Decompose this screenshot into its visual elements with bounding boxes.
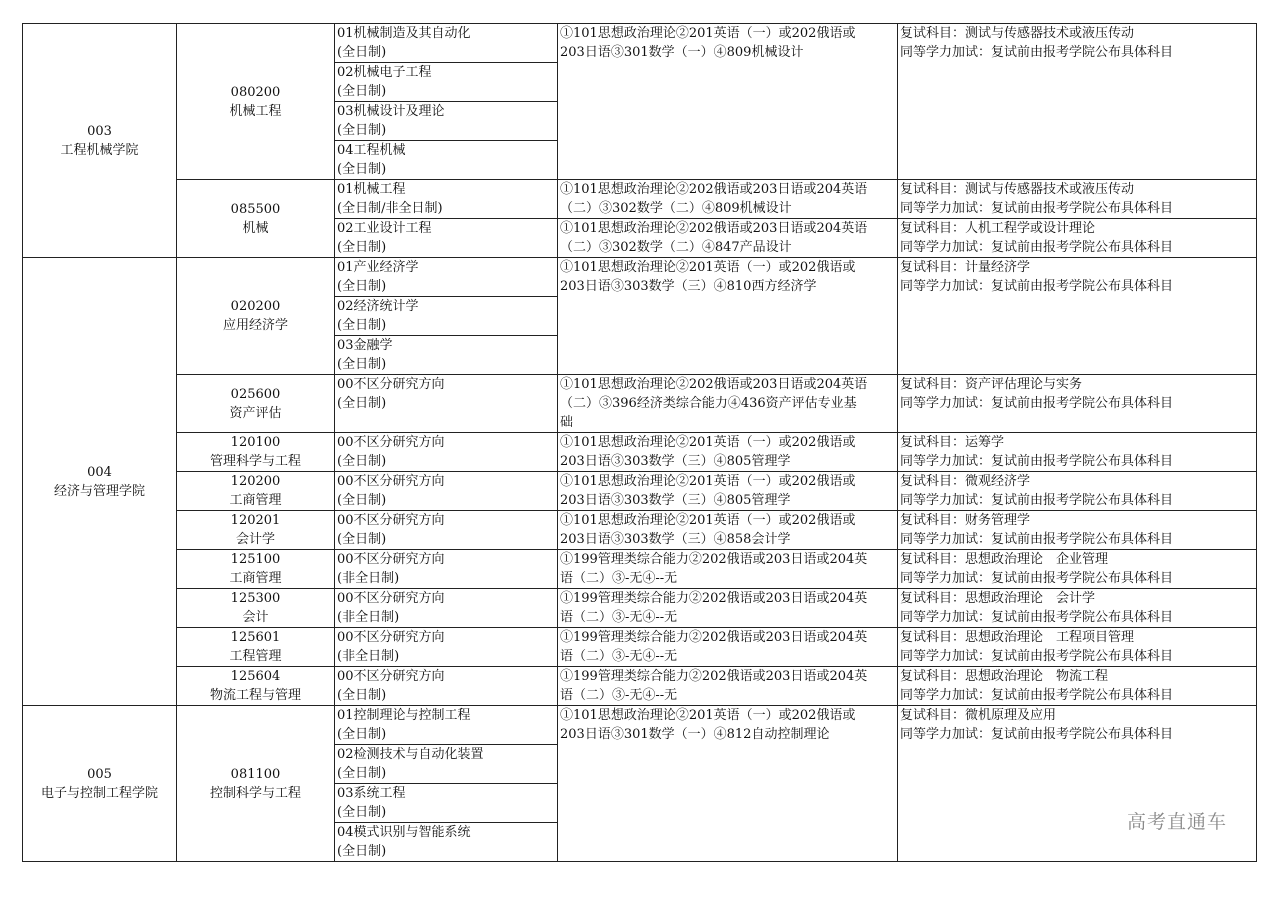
retest-subjects-line: 同等学力加试：复试前由报考学院公布具体科目 xyxy=(900,493,1174,508)
direction-name: 00不区分研究方向 xyxy=(337,513,445,528)
direction-name: 00不区分研究方向 xyxy=(337,435,445,450)
major-name: 物流工程与管理 xyxy=(209,688,301,703)
major-code: 080200 xyxy=(230,84,281,100)
direction-name: 00不区分研究方向 xyxy=(337,474,445,489)
retest-subjects-cell xyxy=(898,375,1257,433)
direction-cell xyxy=(335,667,558,706)
exam-subjects-cell xyxy=(558,667,898,706)
direction-cell xyxy=(335,102,558,141)
direction-name: 01控制理论与控制工程 xyxy=(337,708,471,723)
exam-subjects-line: ①101思想政治理论②202俄语或203日语或204英语 xyxy=(560,377,868,392)
college-name: 电子与控制工程学院 xyxy=(40,785,158,801)
retest-subjects-cell xyxy=(898,589,1257,628)
major-code: 120100 xyxy=(230,435,281,450)
major-cell xyxy=(177,589,335,628)
study-mode: (全日制) xyxy=(337,844,387,859)
major-cell xyxy=(177,258,335,375)
exam-subjects-cell xyxy=(558,258,898,375)
college-cell xyxy=(23,258,177,706)
exam-subjects-cell xyxy=(558,550,898,589)
table-row xyxy=(23,472,1257,511)
retest-subjects-line: 同等学力加试：复试前由报考学院公布具体科目 xyxy=(900,396,1174,411)
exam-subjects-cell xyxy=(558,706,898,862)
study-mode: (全日制/非全日制) xyxy=(337,201,443,216)
retest-subjects-line: 同等学力加试：复试前由报考学院公布具体科目 xyxy=(900,571,1174,586)
retest-subjects-line: 复试科目：资产评估理论与实务 xyxy=(900,377,1083,392)
study-mode: (非全日制) xyxy=(337,610,400,625)
major-code: 125601 xyxy=(230,630,281,645)
exam-subjects-line: ①101思想政治理论②202俄语或203日语或204英语 xyxy=(560,182,868,197)
exam-subjects-line: 203日语③301数学（一）④809机械设计 xyxy=(560,45,804,60)
exam-subjects-line: ①199管理类综合能力②202俄语或203日语或204英 xyxy=(560,630,868,645)
college-code: 003 xyxy=(87,123,112,139)
retest-subjects-line: 同等学力加试：复试前由报考学院公布具体科目 xyxy=(900,532,1174,547)
retest-subjects-cell xyxy=(898,180,1257,219)
major-name: 工程管理 xyxy=(229,649,282,664)
major-code: 085500 xyxy=(230,201,281,217)
major-cell xyxy=(177,550,335,589)
study-mode: (全日制) xyxy=(337,45,387,60)
retest-subjects-line: 同等学力加试：复试前由报考学院公布具体科目 xyxy=(900,727,1174,742)
study-mode: (全日制) xyxy=(337,766,387,781)
exam-subjects-cell xyxy=(558,180,898,219)
exam-subjects-line: ①199管理类综合能力②202俄语或203日语或204英 xyxy=(560,669,868,684)
exam-subjects-line: 203日语③303数学（三）④858会计学 xyxy=(560,532,791,547)
study-mode: (全日制) xyxy=(337,84,387,99)
major-code: 020200 xyxy=(230,299,281,314)
exam-subjects-line: 语（二）③-无④--无 xyxy=(560,688,678,703)
exam-subjects-line: 203日语③303数学（三）④805管理学 xyxy=(560,454,791,469)
retest-subjects-cell xyxy=(898,628,1257,667)
direction-name: 02经济统计学 xyxy=(337,299,419,314)
study-mode: (全日制) xyxy=(337,357,387,372)
direction-name: 02检测技术与自动化装置 xyxy=(337,747,484,762)
study-mode: (非全日制) xyxy=(337,649,400,664)
retest-subjects-cell xyxy=(898,472,1257,511)
major-name: 应用经济学 xyxy=(222,318,288,333)
table-row xyxy=(23,375,1257,433)
major-code: 120201 xyxy=(230,513,281,528)
major-code: 025600 xyxy=(230,386,281,402)
major-cell xyxy=(177,375,335,433)
retest-subjects-cell xyxy=(898,550,1257,589)
study-mode: (全日制) xyxy=(337,318,387,333)
exam-subjects-line: ①101思想政治理论②201英语（一）或202俄语或 xyxy=(560,708,856,723)
table-body xyxy=(23,24,1257,862)
major-name: 会计 xyxy=(242,610,269,625)
study-mode: (全日制) xyxy=(337,532,387,547)
exam-subjects-line: 203日语③303数学（三）④810西方经济学 xyxy=(560,279,817,294)
college-name: 经济与管理学院 xyxy=(53,483,145,499)
major-cell xyxy=(177,24,335,180)
major-name: 资产评估 xyxy=(229,405,282,421)
study-mode: (全日制) xyxy=(337,493,387,508)
major-cell xyxy=(177,472,335,511)
exam-subjects-cell xyxy=(558,472,898,511)
exam-subjects-line: ①101思想政治理论②201英语（一）或202俄语或 xyxy=(560,26,856,41)
retest-subjects-cell xyxy=(898,24,1257,180)
direction-cell xyxy=(335,258,558,297)
exam-subjects-cell xyxy=(558,628,898,667)
direction-name: 00不区分研究方向 xyxy=(337,630,445,645)
major-code: 120200 xyxy=(230,474,281,489)
table-row xyxy=(23,589,1257,628)
direction-name: 00不区分研究方向 xyxy=(337,377,445,392)
major-cell xyxy=(177,667,335,706)
college-code: 004 xyxy=(87,464,112,480)
retest-subjects-line: 复试科目：测试与传感器技术或液压传动 xyxy=(900,26,1135,41)
table-row xyxy=(23,667,1257,706)
exam-subjects-line: （二）③396经济类综合能力④436资产评估专业基 xyxy=(560,396,857,411)
college-cell xyxy=(23,24,177,258)
direction-name: 03机械设计及理论 xyxy=(337,104,445,119)
retest-subjects-line: 复试科目：思想政治理论 企业管理 xyxy=(900,552,1109,567)
direction-name: 02机械电子工程 xyxy=(337,65,432,80)
study-mode: (全日制) xyxy=(337,279,387,294)
college-name: 工程机械学院 xyxy=(60,142,139,158)
direction-name: 00不区分研究方向 xyxy=(337,669,445,684)
major-name: 控制科学与工程 xyxy=(209,785,301,801)
retest-subjects-cell xyxy=(898,667,1257,706)
table-row xyxy=(23,24,1257,63)
exam-subjects-line: ①101思想政治理论②201英语（一）或202俄语或 xyxy=(560,260,856,275)
retest-subjects-line: 同等学力加试：复试前由报考学院公布具体科目 xyxy=(900,201,1174,216)
direction-cell xyxy=(335,297,558,336)
direction-cell xyxy=(335,706,558,745)
retest-subjects-line: 复试科目：微观经济学 xyxy=(900,474,1031,489)
major-cell xyxy=(177,628,335,667)
major-name: 机械 xyxy=(242,220,269,236)
retest-subjects-cell xyxy=(898,258,1257,375)
retest-subjects-line: 复试科目：人机工程学或设计理论 xyxy=(900,221,1096,236)
direction-cell xyxy=(335,141,558,180)
major-cell xyxy=(177,511,335,550)
retest-subjects-line: 复试科目：计量经济学 xyxy=(900,260,1031,275)
study-mode: (非全日制) xyxy=(337,571,400,586)
major-cell xyxy=(177,433,335,472)
table-row xyxy=(23,511,1257,550)
direction-cell xyxy=(335,472,558,511)
retest-subjects-line: 复试科目：思想政治理论 工程项目管理 xyxy=(900,630,1135,645)
retest-subjects-cell xyxy=(898,706,1257,862)
direction-name: 00不区分研究方向 xyxy=(337,591,445,606)
major-code: 125100 xyxy=(230,552,281,567)
exam-subjects-cell xyxy=(558,375,898,433)
exam-subjects-cell xyxy=(558,24,898,180)
study-mode: (全日制) xyxy=(337,727,387,742)
major-cell xyxy=(177,180,335,258)
retest-subjects-line: 复试科目：财务管理学 xyxy=(900,513,1031,528)
table-row xyxy=(23,258,1257,297)
exam-subjects-line: ①101思想政治理论②201英语（一）或202俄语或 xyxy=(560,435,856,450)
direction-cell xyxy=(335,550,558,589)
retest-subjects-cell xyxy=(898,511,1257,550)
retest-subjects-line: 复试科目：微机原理及应用 xyxy=(900,708,1057,723)
table-row xyxy=(23,433,1257,472)
retest-subjects-cell xyxy=(898,433,1257,472)
retest-subjects-line: 同等学力加试：复试前由报考学院公布具体科目 xyxy=(900,610,1174,625)
admissions-table xyxy=(22,23,1257,862)
study-mode: (全日制) xyxy=(337,396,387,411)
exam-subjects-line: ①199管理类综合能力②202俄语或203日语或204英 xyxy=(560,552,868,567)
direction-name: 04模式识别与智能系统 xyxy=(337,825,471,840)
exam-subjects-line: （二）③302数学（二）④809机械设计 xyxy=(560,201,792,216)
retest-subjects-line: 同等学力加试：复试前由报考学院公布具体科目 xyxy=(900,240,1174,255)
direction-cell xyxy=(335,823,558,862)
exam-subjects-line: 203日语③301数学（一）④812自动控制理论 xyxy=(560,727,830,742)
major-name: 会计学 xyxy=(235,532,275,547)
direction-cell xyxy=(335,63,558,102)
major-name: 管理科学与工程 xyxy=(209,454,301,469)
direction-cell xyxy=(335,336,558,375)
exam-subjects-cell xyxy=(558,433,898,472)
direction-name: 04工程机械 xyxy=(337,143,406,158)
study-mode: (全日制) xyxy=(337,240,387,255)
admissions-table-page xyxy=(22,23,1257,862)
major-name: 工商管理 xyxy=(229,571,282,586)
direction-name: 01产业经济学 xyxy=(337,260,419,275)
exam-subjects-line: 语（二）③-无④--无 xyxy=(560,610,678,625)
direction-cell xyxy=(335,433,558,472)
retest-subjects-line: 同等学力加试：复试前由报考学院公布具体科目 xyxy=(900,649,1174,664)
table-row xyxy=(23,628,1257,667)
direction-cell xyxy=(335,628,558,667)
major-code: 125604 xyxy=(230,669,281,684)
retest-subjects-cell xyxy=(898,219,1257,258)
study-mode: (全日制) xyxy=(337,162,387,177)
exam-subjects-line: 语（二）③-无④--无 xyxy=(560,649,678,664)
direction-cell xyxy=(335,589,558,628)
direction-name: 03金融学 xyxy=(337,338,393,353)
major-code: 081100 xyxy=(230,766,281,782)
major-cell xyxy=(177,706,335,862)
watermark: 高考直通车 xyxy=(1126,811,1227,833)
direction-name: 01机械制造及其自动化 xyxy=(337,26,471,41)
retest-subjects-line: 同等学力加试：复试前由报考学院公布具体科目 xyxy=(900,279,1174,294)
retest-subjects-line: 同等学力加试：复试前由报考学院公布具体科目 xyxy=(900,454,1174,469)
retest-subjects-line: 同等学力加试：复试前由报考学院公布具体科目 xyxy=(900,688,1174,703)
direction-name: 03系统工程 xyxy=(337,786,406,801)
exam-subjects-cell xyxy=(558,589,898,628)
exam-subjects-line: 语（二）③-无④--无 xyxy=(560,571,678,586)
exam-subjects-line: ①101思想政治理论②202俄语或203日语或204英语 xyxy=(560,221,868,236)
major-name: 机械工程 xyxy=(229,103,282,119)
study-mode: (全日制) xyxy=(337,688,387,703)
direction-cell xyxy=(335,375,558,433)
exam-subjects-line: 203日语③303数学（三）④805管理学 xyxy=(560,493,791,508)
direction-cell xyxy=(335,745,558,784)
exam-subjects-cell xyxy=(558,219,898,258)
study-mode: (全日制) xyxy=(337,454,387,469)
major-name: 工商管理 xyxy=(229,493,282,508)
direction-name: 01机械工程 xyxy=(337,182,406,197)
direction-name: 02工业设计工程 xyxy=(337,221,432,236)
study-mode: (全日制) xyxy=(337,805,387,820)
direction-cell xyxy=(335,180,558,219)
direction-cell xyxy=(335,511,558,550)
exam-subjects-line: （二）③302数学（二）④847产品设计 xyxy=(560,240,792,255)
direction-cell xyxy=(335,784,558,823)
study-mode: (全日制) xyxy=(337,123,387,138)
exam-subjects-cell xyxy=(558,511,898,550)
direction-cell xyxy=(335,219,558,258)
direction-name: 00不区分研究方向 xyxy=(337,552,445,567)
table-row xyxy=(23,180,1257,219)
retest-subjects-line: 复试科目：思想政治理论 会计学 xyxy=(900,591,1096,606)
exam-subjects-line: ①101思想政治理论②201英语（一）或202俄语或 xyxy=(560,513,856,528)
college-code: 005 xyxy=(87,766,112,782)
direction-cell xyxy=(335,24,558,63)
exam-subjects-line: ①199管理类综合能力②202俄语或203日语或204英 xyxy=(560,591,868,606)
table-row xyxy=(23,550,1257,589)
exam-subjects-line: 础 xyxy=(560,415,574,430)
retest-subjects-line: 复试科目：测试与传感器技术或液压传动 xyxy=(900,182,1135,197)
college-cell xyxy=(23,706,177,862)
table-row xyxy=(23,706,1257,745)
exam-subjects-line: ①101思想政治理论②201英语（一）或202俄语或 xyxy=(560,474,856,489)
retest-subjects-line: 同等学力加试：复试前由报考学院公布具体科目 xyxy=(900,45,1174,60)
retest-subjects-line: 复试科目：思想政治理论 物流工程 xyxy=(900,669,1109,684)
major-code: 125300 xyxy=(230,591,281,606)
retest-subjects-line: 复试科目：运筹学 xyxy=(900,435,1005,450)
